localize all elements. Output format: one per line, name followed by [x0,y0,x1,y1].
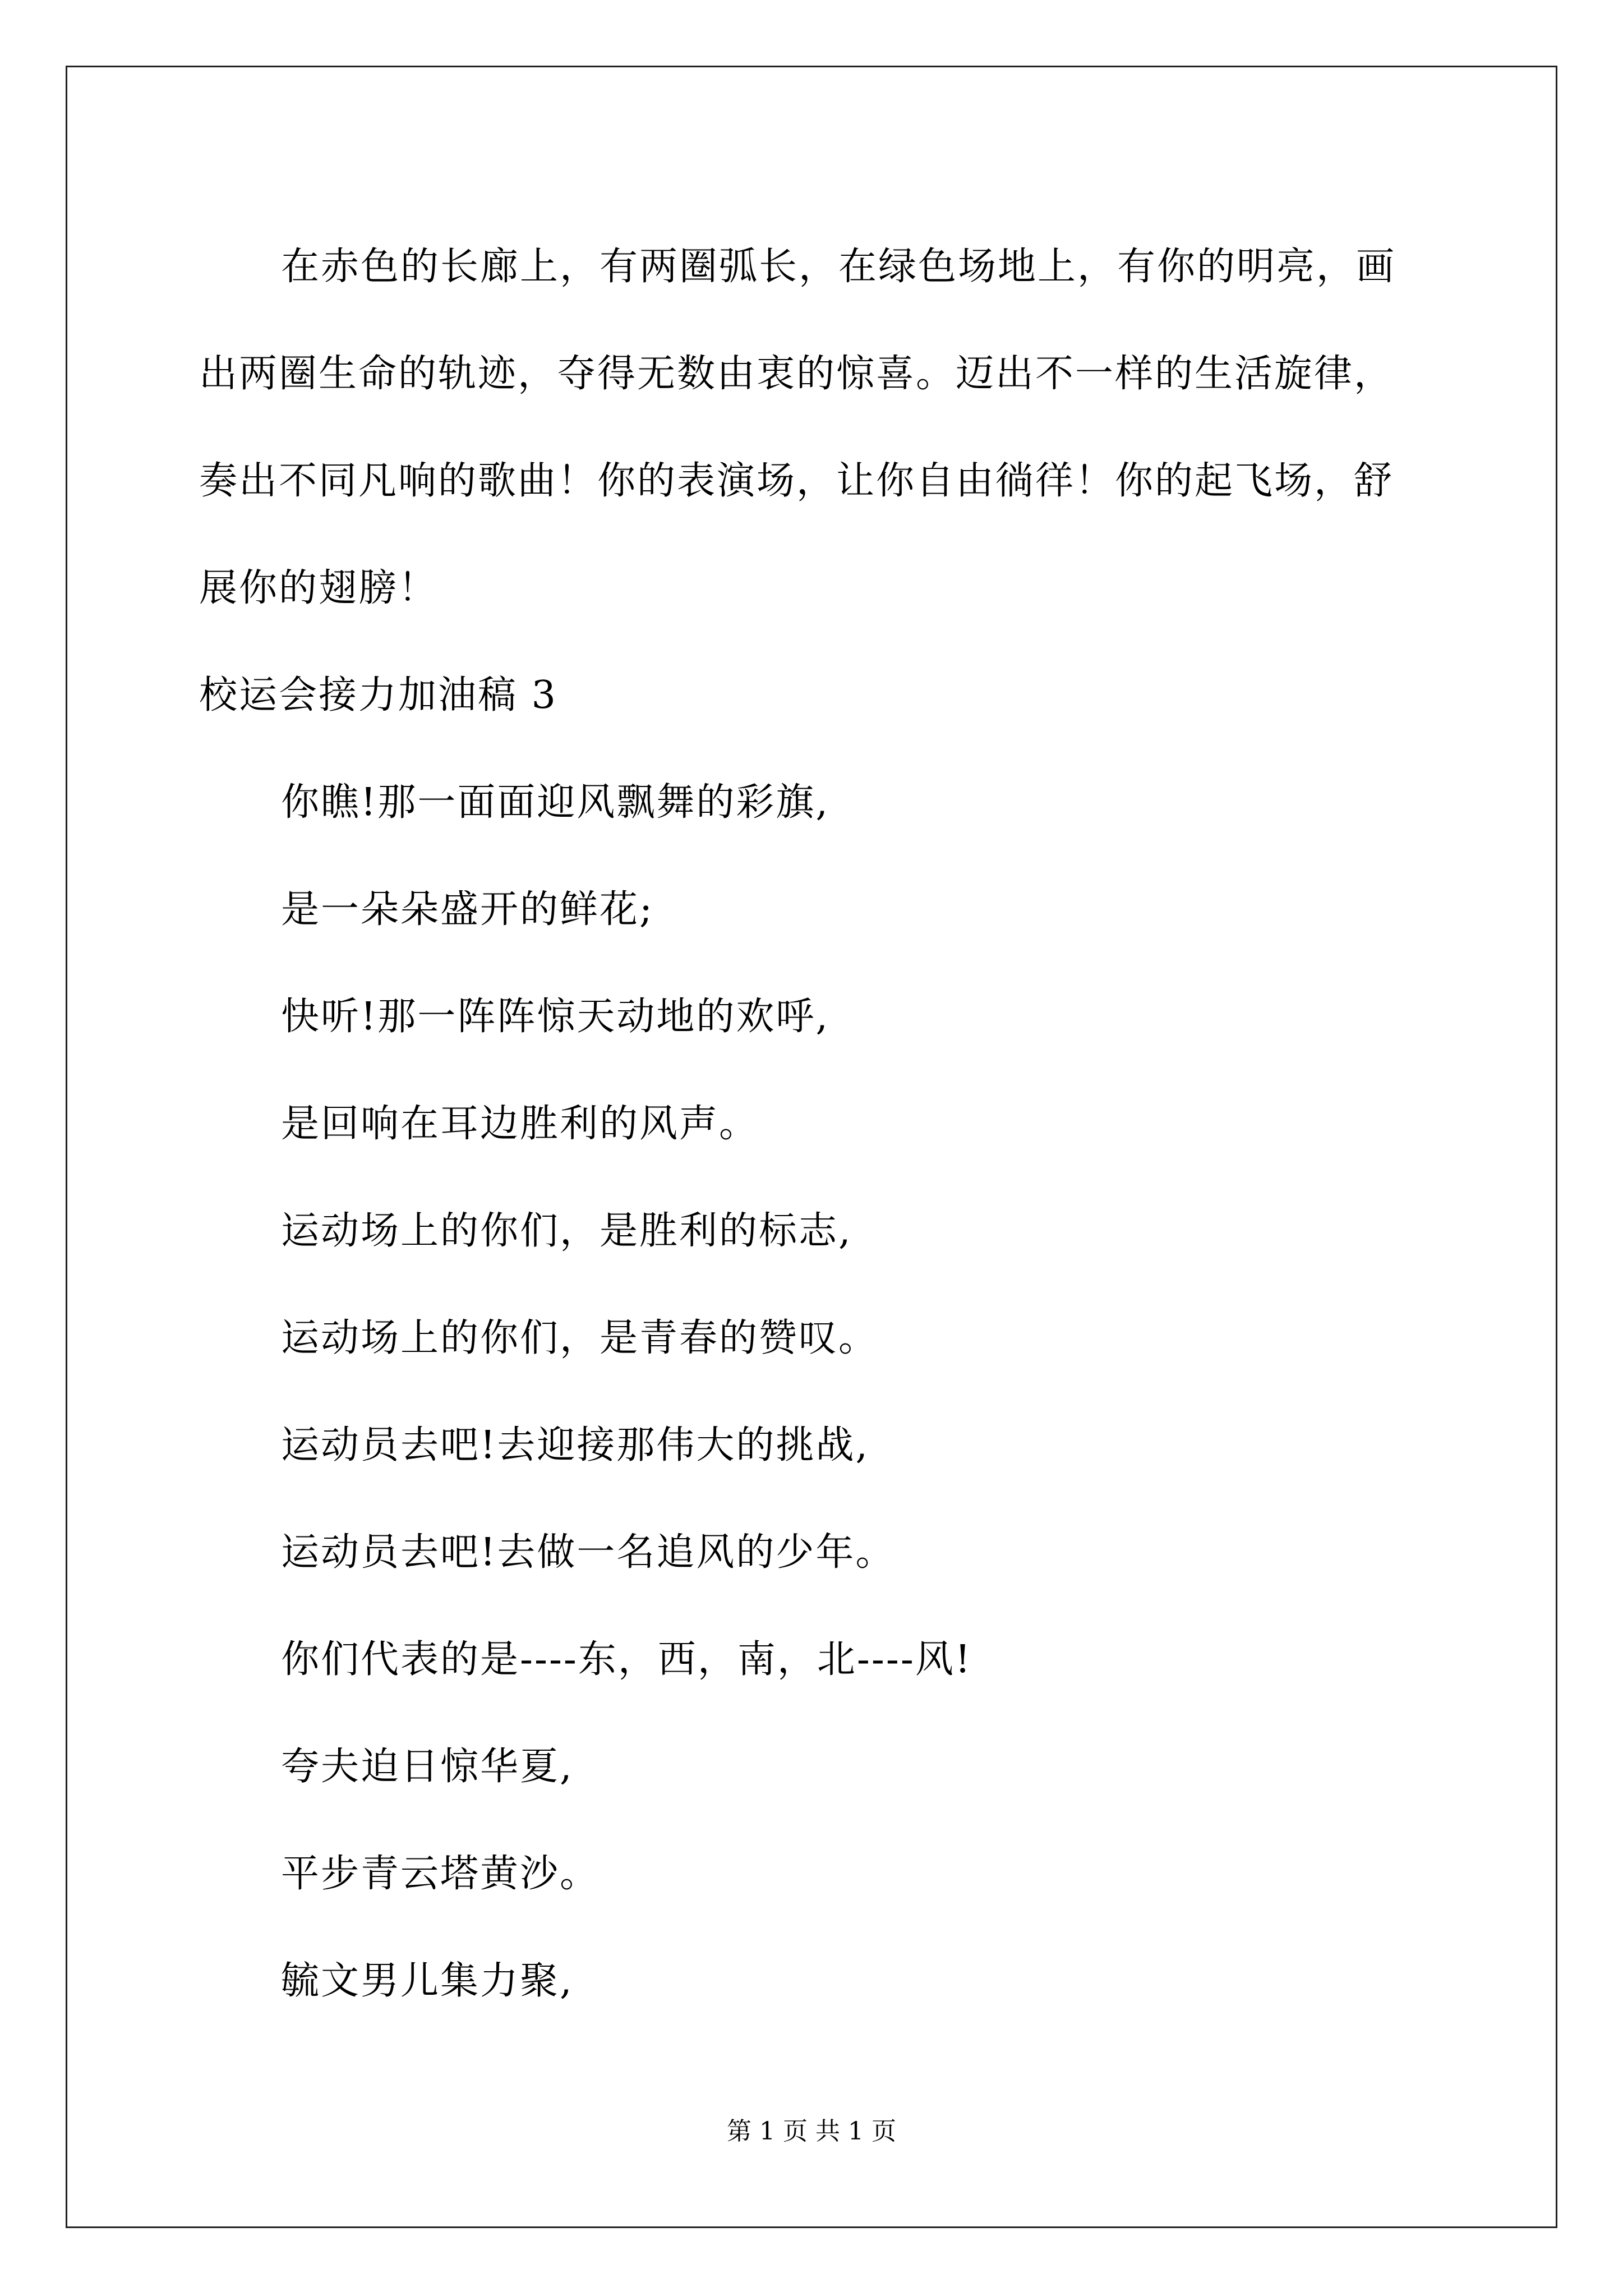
poem-line: 平步青云塔黄沙。 [281,1852,600,1896]
section-heading: 校运会接力加油稿 3 [199,673,557,717]
poem-line: 是一朵朵盛开的鲜花; [281,887,654,932]
poem-line: 是回响在耳边胜利的风声。 [281,1102,759,1146]
poem-line: 运动员去吧!去迎接那伟大的挑战, [281,1423,869,1467]
poem-line: 你们代表的是----东，西，南，北----风! [281,1637,972,1682]
poem-line: 夸夫迫日惊华夏, [281,1745,574,1789]
paragraph: 在赤色的长廊上，有两圈弧长，在绿色场地上，有你的明亮，画出两圈生命的轨迹，夺得无数由衷的惊喜。迈出不一样的生活旋律，奏出不同凡响的歌曲！你的表演场，让你自由徜徉！你的起飞场，舒展你的翅膀！ [199,245,1396,610]
document-body [199,213,1425,2064]
poem-line: 毓文男儿集力聚, [281,1959,574,2003]
poem-line: 运动员去吧!去做一名追风的少年。 [281,1530,896,1575]
poem-line: 运动场上的你们，是胜利的标志, [281,1209,852,1253]
poem-line: 运动场上的你们，是青春的赞叹。 [281,1316,879,1360]
poem-line: 快听!那一阵阵惊天动地的欢呼, [281,995,829,1039]
poem-line: 你瞧!那一面面迎风飘舞的彩旗, [281,780,829,825]
page-footer: 第 1 页 共 1 页 [727,2117,896,2146]
